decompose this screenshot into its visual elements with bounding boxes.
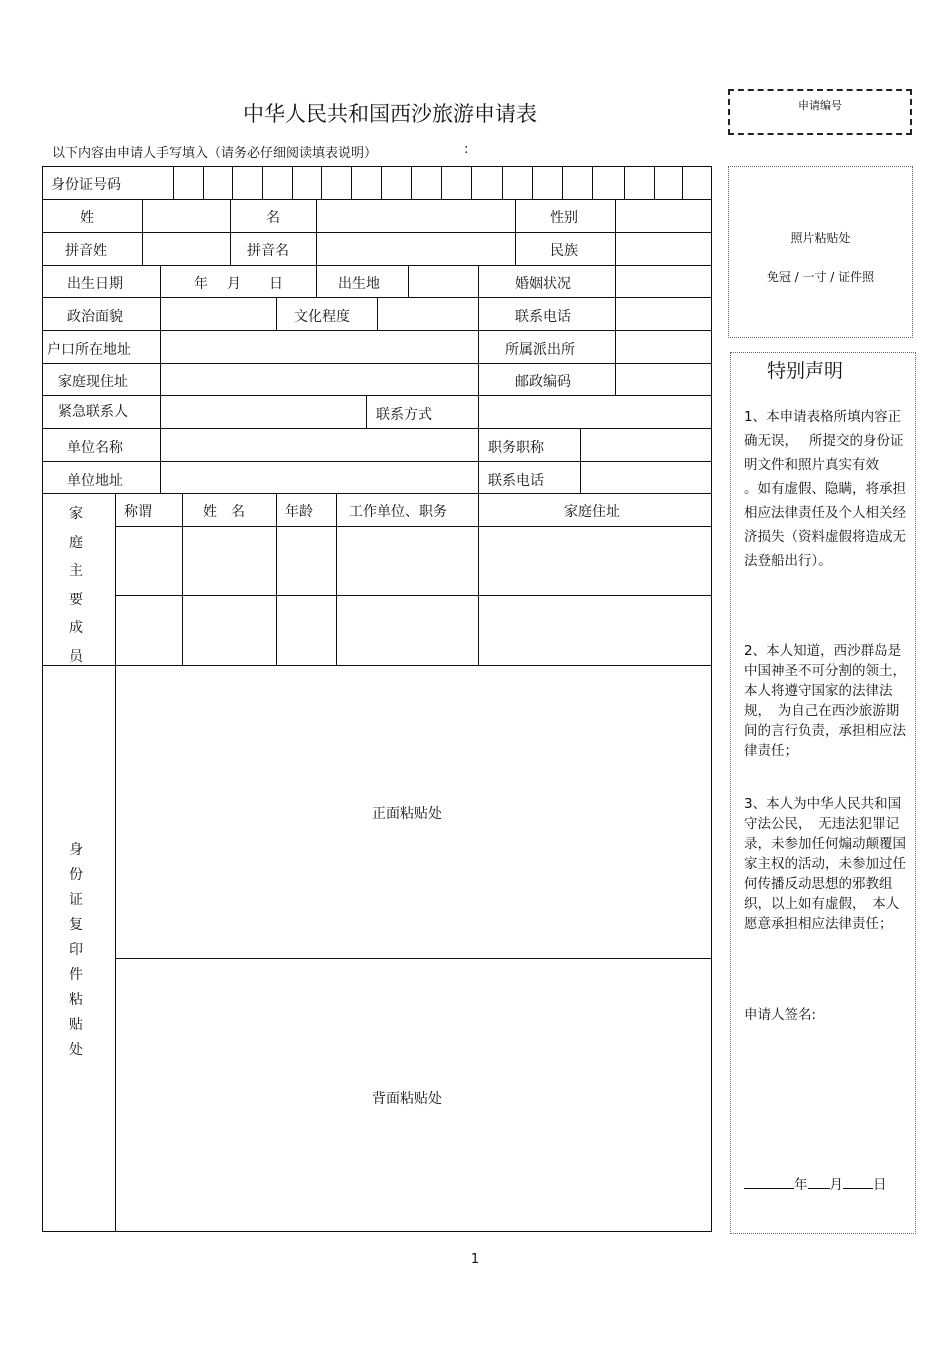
family-work-header: 工作单位、职务 [349, 504, 447, 520]
ethnicity-label: 民族 [550, 243, 578, 259]
employer-phone-label: 联系电话 [488, 473, 544, 489]
signature-day-blank[interactable] [843, 1174, 873, 1189]
signature-date: 年 月 日 [744, 1173, 906, 1197]
birthplace-label: 出生地 [338, 276, 380, 292]
postcode-label: 邮政编码 [515, 374, 571, 390]
marital-status-label: 婚姻状况 [515, 276, 571, 292]
id-back-paste-area[interactable]: 背面粘贴处 [372, 1091, 442, 1107]
birth-year-label: 年 [194, 276, 208, 292]
family-address-header: 家庭住址 [564, 504, 620, 520]
declaration-item-2: 2、本人知道，西沙群岛是中国神圣不可分割的领土，本人将遵守国家的法律法规， 为自己在西沙旅游期间的言行负责，承担相应法律责任； [744, 643, 906, 759]
gender-label: 性别 [550, 210, 578, 226]
surname-label: 姓 [80, 210, 94, 226]
family-section-label: 家 庭 主 要 成 员 [69, 506, 83, 665]
contact-method-label: 联系方式 [376, 407, 432, 423]
id-number-label: 身份证号码 [51, 177, 121, 193]
subtitle-colon: : [464, 142, 469, 157]
family-relation-header: 称谓 [124, 504, 152, 520]
political-status-label: 政治面貌 [67, 309, 123, 325]
applicant-signature-label: 申请人签名: [744, 1007, 817, 1023]
application-number-label: 申请编号 [798, 99, 842, 112]
declaration-item-3: 3、本人为中华人民共和国守法公民， 无违法犯罪记录，未参加任何煽动颠覆国家主权的活动，未参加过任何传播反动思想的邪教组织，以上如有虚假， 本人愿意承担相应法律责任； [744, 796, 906, 932]
education-label: 文化程度 [294, 309, 350, 325]
declaration-item-1: 1、本申请表格所填内容正确无误， 所提交的身份证明文件和照片真实有效 。如有虚假、隐瞒，将承担相应法律责任及个人相关经济损失（资料虚假将造成无法登船出行）。 [744, 409, 906, 569]
employer-address-label: 单位地址 [67, 473, 123, 489]
form-title: 中华人民共和国西沙旅游申请表 [243, 102, 537, 126]
id-front-paste-area[interactable]: 正面粘贴处 [372, 806, 442, 822]
police-station-label: 所属派出所 [505, 342, 575, 358]
given-name-label: 名 [266, 210, 280, 226]
emergency-contact-label: 紧急联系人 [58, 404, 128, 420]
job-title-label: 职务职称 [488, 440, 544, 456]
photo-spec: 免冠 / 一寸 / 证件照 [766, 270, 875, 284]
hukou-address-label: 户口所在地址 [47, 342, 131, 358]
family-name-header: 姓 名 [203, 504, 245, 520]
birth-month-label: 月 [227, 276, 241, 292]
pinyin-given-label: 拼音名 [247, 243, 289, 259]
employer-name-label: 单位名称 [67, 440, 123, 456]
signature-month-blank[interactable] [808, 1174, 830, 1189]
photo-label: 照片粘贴处 [790, 231, 851, 245]
family-age-header: 年龄 [285, 504, 313, 520]
id-copy-section-label: 身 份 证 复 印 件 粘 贴 处 [69, 842, 83, 1058]
signature-year-blank[interactable] [744, 1174, 794, 1189]
home-address-label: 家庭现住址 [58, 374, 128, 390]
page-number: 1 [470, 1252, 480, 1267]
pinyin-surname-label: 拼音姓 [65, 243, 107, 259]
birth-date-label: 出生日期 [67, 276, 123, 292]
declaration-heading: 特别声明 [767, 360, 844, 382]
birth-day-label: 日 [269, 276, 283, 292]
special-declaration-panel [730, 352, 916, 1234]
phone-label: 联系电话 [515, 309, 571, 325]
form-subtitle: 以下内容由申请人手写填入（请务必仔细阅读填表说明） [52, 146, 378, 161]
